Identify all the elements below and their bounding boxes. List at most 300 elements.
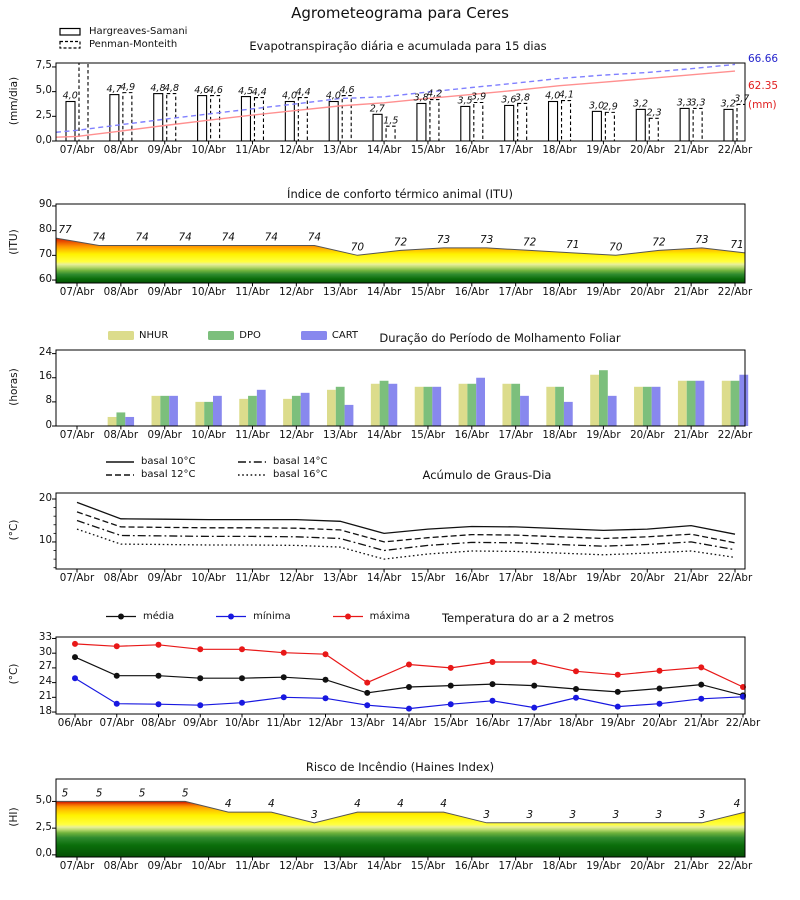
y-tick-label: 21	[38, 689, 52, 702]
chart4-y-axis-label: (°C)	[8, 519, 20, 541]
wetness-bar	[239, 399, 248, 426]
et-bar	[693, 108, 702, 141]
x-tick-label: 22/Abr	[725, 717, 761, 729]
bar-value-label: 2,9	[602, 101, 618, 113]
area-value-label: 70	[609, 241, 623, 254]
temperature-point	[239, 700, 245, 706]
temperature-point	[114, 701, 120, 707]
y-tick-label: 90	[38, 198, 52, 211]
area-value-label: 4	[440, 798, 447, 811]
chart5-legend	[104, 611, 410, 622]
temperature-point	[406, 662, 412, 668]
x-tick-label: 18/Abr	[542, 572, 577, 584]
temperature-point	[615, 704, 621, 710]
legend-item-maxima	[331, 611, 410, 622]
temperature-point	[406, 706, 412, 712]
wetness-bar	[599, 370, 608, 426]
x-tick-label: 06/Abr	[57, 717, 93, 729]
itu-plot	[50, 203, 751, 294]
y-tick-label: 0,0	[35, 847, 52, 860]
x-tick-label: 20/Abr	[630, 572, 665, 584]
temperature-point	[698, 682, 704, 688]
wetness-bar	[731, 381, 740, 426]
bar-value-label: 4,0	[325, 90, 341, 102]
bar-value-label: 4,0	[281, 90, 298, 102]
wetness-bar	[476, 378, 485, 426]
area-value-label: 73	[479, 233, 494, 246]
x-tick-label: 11/Abr	[266, 717, 301, 729]
leaf-wetness-plot	[50, 349, 751, 437]
x-tick-label: 13/Abr	[322, 429, 358, 441]
x-tick-label: 16/Abr	[475, 717, 510, 729]
solid-bar-legend-icon	[58, 26, 84, 37]
bar-value-label: 2,3	[646, 107, 662, 119]
bar-value-label: 3,2	[632, 98, 649, 110]
y-tick-label: 2,5	[35, 820, 52, 833]
x-tick-label: 19/Abr	[586, 286, 621, 298]
x-tick-label: 15/Abr	[410, 860, 446, 872]
wetness-bar	[546, 387, 555, 426]
x-tick-label: 09/Abr	[147, 429, 182, 441]
x-tick-label: 17/Abr	[498, 572, 533, 584]
wetness-bar	[415, 387, 424, 426]
chart2-title: Índice de conforto térmico animal (ITU)	[287, 187, 513, 201]
x-tick-label: 15/Abr	[410, 429, 446, 441]
temperature-point	[448, 683, 454, 689]
wetness-bar	[380, 381, 389, 426]
area-value-label: 5	[138, 787, 146, 800]
y-tick-label: 5,0	[35, 793, 52, 806]
legend-item-cart	[301, 330, 358, 341]
x-tick-label: 09/Abr	[183, 717, 218, 729]
bar-value-label: 4,5	[238, 85, 254, 97]
x-tick-label: 09/Abr	[147, 860, 182, 872]
penman-accumulated-total: 66.66	[748, 53, 779, 65]
temperature-point	[406, 684, 412, 690]
x-tick-label: 21/Abr	[673, 144, 709, 156]
chart5-y-axis-label: (°C)	[8, 663, 20, 685]
area-value-label: 74	[178, 231, 192, 244]
legend-item-minima	[214, 611, 291, 622]
x-tick-label: 07/Abr	[59, 429, 95, 441]
x-tick-label: 13/Abr	[350, 717, 385, 729]
chart3-legend	[108, 330, 358, 341]
temperature-line	[75, 678, 743, 708]
wetness-bar	[564, 402, 573, 426]
temperature-point	[448, 701, 454, 707]
degree-days-plot	[50, 492, 751, 580]
wetness-bar	[283, 399, 292, 426]
x-tick-label: 15/Abr	[410, 144, 446, 156]
area-value-label: 4	[267, 798, 275, 811]
x-tick-label: 20/Abr	[630, 286, 665, 298]
area-value-label: 5	[61, 787, 69, 800]
temperature-point	[615, 672, 621, 678]
bar-value-label: 1,5	[383, 115, 399, 127]
bar-value-label: 3,3	[690, 97, 706, 109]
dpo-swatch-icon	[208, 330, 234, 341]
x-tick-label: 08/Abr	[103, 860, 139, 872]
wetness-bar	[345, 405, 354, 426]
y-tick-label: 16	[38, 370, 52, 383]
temperature-point	[72, 654, 78, 660]
temperature-point	[364, 702, 370, 708]
wetness-bar	[459, 384, 468, 426]
x-tick-label: 14/Abr	[366, 286, 402, 298]
y-tick-label: 10	[38, 534, 52, 547]
maxima-line-legend-icon	[331, 611, 365, 622]
temperature-point	[531, 659, 537, 665]
x-tick-label: 07/Abr	[59, 286, 95, 298]
wetness-bar	[520, 396, 529, 426]
bar-value-label: 4,6	[207, 84, 223, 96]
area-value-label: 5	[181, 787, 189, 800]
y-tick-label: 0	[45, 418, 52, 431]
wetness-bar	[652, 387, 661, 426]
temperature-point	[490, 681, 496, 687]
wetness-bar	[327, 390, 336, 426]
temperature-point	[364, 680, 370, 686]
wetness-bar	[687, 381, 696, 426]
legend-label: NHUR	[139, 330, 169, 341]
chart4-legend	[104, 455, 386, 481]
et-bar	[417, 103, 426, 141]
solid-line-legend-icon	[104, 457, 136, 467]
x-tick-label: 17/Abr	[517, 717, 552, 729]
legend-item-basal16	[236, 468, 386, 481]
wetness-bar	[696, 381, 705, 426]
et-bar	[605, 112, 614, 141]
et-bar	[680, 108, 689, 141]
area-value-label: 74	[264, 231, 278, 244]
temperature-point	[448, 665, 454, 671]
x-tick-label: 11/Abr	[235, 572, 270, 584]
chart6-y-axis-label: (HI)	[8, 807, 20, 827]
x-tick-label: 08/Abr	[103, 144, 139, 156]
temperature-point	[531, 683, 537, 689]
area-value-label: 3	[526, 808, 534, 821]
temperature-point	[239, 646, 245, 652]
x-tick-label: 07/Abr	[99, 717, 134, 729]
x-tick-label: 11/Abr	[235, 860, 270, 872]
x-tick-label: 22/Abr	[717, 144, 753, 156]
chart1-title: Evapotranspiração diária e acumulada para 15 dias	[249, 39, 547, 53]
x-tick-label: 22/Abr	[717, 429, 753, 441]
haines-plot	[50, 778, 751, 868]
et-bar	[430, 100, 439, 141]
bar-value-label: 3,6	[501, 94, 517, 106]
x-tick-label: 10/Abr	[191, 144, 226, 156]
x-tick-label: 08/Abr	[103, 286, 139, 298]
legend-item-nhur	[108, 330, 168, 341]
temperature-point	[114, 673, 120, 679]
bar-value-label: 3,5	[457, 95, 473, 107]
chart5-title: Temperatura do ar a 2 metros	[441, 611, 615, 625]
area-value-label: 4	[224, 798, 232, 811]
chart6-title: Risco de Incêndio (Haines Index)	[305, 760, 495, 774]
temperature-point	[490, 659, 496, 665]
et-bar	[518, 103, 527, 141]
wetness-bar	[116, 412, 125, 426]
x-tick-label: 18/Abr	[542, 286, 577, 298]
temperature-point	[156, 673, 162, 679]
area-value-label: 73	[436, 233, 451, 246]
bar-value-label: 4,4	[295, 86, 311, 98]
area-value-label: 73	[695, 233, 709, 246]
x-tick-label: 08/Abr	[103, 572, 139, 584]
nhur-swatch-icon	[108, 330, 134, 341]
area-value-label: 70	[350, 241, 365, 254]
x-tick-label: 20/Abr	[630, 144, 665, 156]
x-tick-label: 10/Abr	[224, 717, 260, 729]
x-tick-label: 14/Abr	[366, 429, 402, 441]
et-bar	[298, 98, 307, 141]
x-tick-label: 19/Abr	[586, 144, 621, 156]
dashdot-line-legend-icon	[236, 457, 268, 467]
bar-value-label: 4,9	[120, 81, 136, 93]
x-tick-label: 11/Abr	[235, 429, 270, 441]
temperature-point	[364, 690, 370, 696]
x-tick-label: 19/Abr	[586, 429, 621, 441]
legend-item-basal12	[104, 468, 236, 481]
wetness-bar	[608, 396, 617, 426]
x-tick-label: 14/Abr	[391, 717, 427, 729]
x-tick-label: 10/Abr	[191, 429, 226, 441]
legend-label: média	[143, 611, 175, 622]
x-tick-label: 14/Abr	[366, 860, 402, 872]
wetness-bar	[467, 384, 476, 426]
wetness-bar	[678, 381, 687, 426]
legend-label: basal 14°C	[273, 456, 328, 467]
temperature-point	[323, 651, 329, 657]
x-tick-label: 14/Abr	[366, 572, 402, 584]
x-tick-label: 21/Abr	[673, 572, 709, 584]
hargreaves-accumulated-total: 62.35	[748, 80, 779, 92]
bar-value-label: 3,3	[676, 97, 692, 109]
temperature-point	[615, 689, 621, 695]
x-tick-label: 07/Abr	[59, 860, 95, 872]
et-bar	[474, 102, 483, 141]
y-tick-label: 80	[38, 223, 52, 236]
dashed-bar-legend-icon	[58, 39, 84, 50]
legend-label: basal 16°C	[273, 469, 328, 480]
temperature-point	[281, 650, 287, 656]
et-bar	[549, 102, 558, 141]
y-tick-label: 7,5	[35, 59, 52, 72]
et-bar	[636, 109, 645, 141]
x-tick-label: 16/Abr	[454, 286, 489, 298]
bar-value-label: 3,8	[413, 92, 429, 104]
area-value-label: 3	[655, 808, 663, 821]
wetness-bar	[125, 417, 134, 426]
legend-item-basal14	[236, 455, 386, 468]
legend-item-penman	[58, 38, 187, 51]
area-value-label: 72	[523, 236, 537, 249]
dashed-line-legend-icon	[104, 470, 136, 480]
et-bar	[649, 118, 658, 141]
wetness-bar	[169, 396, 178, 426]
et-bar	[241, 97, 250, 141]
bar-value-label: 4,6	[339, 84, 355, 96]
x-tick-label: 18/Abr	[542, 860, 577, 872]
wetness-bar	[388, 384, 397, 426]
y-tick-label: 5,0	[35, 84, 52, 97]
evapotranspiration-plot	[50, 62, 751, 152]
x-tick-label: 17/Abr	[498, 286, 533, 298]
degree-day-line	[77, 521, 735, 551]
wetness-bar	[152, 396, 161, 426]
bar-value-label: 3,0	[589, 100, 605, 112]
x-tick-label: 10/Abr	[191, 286, 226, 298]
temperature-point	[281, 694, 287, 700]
wetness-bar	[739, 375, 748, 426]
bar-value-label: 4,8	[150, 82, 166, 94]
temperature-point	[114, 643, 120, 649]
x-tick-label: 08/Abr	[141, 717, 176, 729]
et-bar	[285, 102, 294, 141]
et-bar	[198, 96, 207, 141]
page-title: Agrometeograma para Ceres	[291, 4, 509, 22]
area-value-label: 3	[569, 808, 577, 821]
x-tick-label: 16/Abr	[454, 860, 489, 872]
wetness-bar	[634, 387, 643, 426]
media-line-legend-icon	[104, 611, 138, 622]
wetness-bar	[643, 387, 652, 426]
legend-label: basal 10°C	[141, 456, 196, 467]
area-value-label: 71	[566, 238, 580, 251]
bar-value-label: 3,2	[720, 98, 736, 110]
temperature-point	[197, 702, 203, 708]
bar-value-label: 3,8	[514, 92, 531, 104]
wetness-bar	[301, 393, 310, 426]
area-value-label: 4	[397, 798, 404, 811]
et-bar	[66, 102, 75, 141]
x-tick-label: 09/Abr	[147, 286, 182, 298]
wetness-bar	[511, 384, 520, 426]
x-tick-label: 22/Abr	[717, 286, 753, 298]
legend-item-media	[104, 611, 174, 622]
bar-value-label: 4,6	[194, 84, 210, 96]
y-tick-label: 8	[45, 394, 52, 407]
x-tick-label: 15/Abr	[410, 286, 446, 298]
cart-swatch-icon	[301, 330, 327, 341]
right-axis-unit-label: (mm)	[748, 99, 777, 111]
temperature-point	[657, 686, 663, 692]
x-tick-label: 17/Abr	[498, 144, 533, 156]
area-value-label: 72	[652, 236, 666, 249]
y-tick-label: 70	[38, 247, 52, 260]
x-tick-label: 11/Abr	[235, 286, 270, 298]
x-tick-label: 09/Abr	[147, 144, 182, 156]
x-tick-label: 20/Abr	[642, 717, 677, 729]
et-bar	[562, 101, 571, 141]
et-bar	[110, 95, 119, 141]
temperature-point	[531, 705, 537, 711]
et-bar	[373, 114, 382, 141]
x-tick-label: 12/Abr	[279, 860, 314, 872]
wetness-bar	[336, 387, 345, 426]
y-tick-label: 20	[38, 491, 52, 504]
area-value-label: 74	[92, 231, 106, 244]
area-value-label: 3	[311, 808, 318, 821]
x-tick-label: 14/Abr	[366, 144, 402, 156]
bar-value-label: 3,9	[471, 91, 487, 103]
legend-label: Hargreaves-Samani	[89, 26, 188, 37]
temperature-point	[156, 701, 162, 707]
chart3-y-axis-label: (horas)	[8, 368, 20, 406]
x-tick-label: 21/Abr	[673, 429, 709, 441]
temperature-point	[573, 686, 579, 692]
temperature-point	[698, 664, 704, 670]
bar-value-label: 4,7	[106, 83, 122, 95]
chart1-y-axis-label: (mm/dia)	[8, 76, 20, 126]
bar-value-label: 4,0	[62, 90, 78, 102]
bar-value-label: 4,2	[427, 88, 443, 100]
temperature-point	[197, 675, 203, 681]
wetness-bar	[590, 375, 599, 426]
temperature-point	[323, 677, 329, 683]
chart1-legend	[58, 25, 187, 51]
legend-item-basal10	[104, 455, 236, 468]
x-tick-label: 20/Abr	[630, 860, 665, 872]
temperature-point	[698, 696, 704, 702]
x-tick-label: 19/Abr	[586, 572, 621, 584]
legend-label: Penman-Monteith	[89, 39, 178, 50]
x-tick-label: 07/Abr	[59, 572, 95, 584]
temperature-point	[657, 701, 663, 707]
y-tick-label: 30	[38, 645, 52, 658]
et-bar	[461, 106, 470, 141]
x-tick-label: 16/Abr	[454, 144, 489, 156]
y-tick-label: 18	[38, 704, 52, 717]
area-value-label: 4	[733, 798, 741, 811]
area-value-label: 3	[612, 808, 620, 821]
area-value-label: 74	[221, 231, 235, 244]
legend-item-dpo	[208, 330, 261, 341]
bar-value-label: 4,0	[545, 90, 561, 102]
x-tick-label: 17/Abr	[498, 860, 533, 872]
x-tick-label: 15/Abr	[433, 717, 468, 729]
et-bar	[154, 94, 163, 141]
bar-value-label: 4,4	[251, 86, 267, 98]
area-value-label: 77	[58, 224, 72, 237]
wetness-bar	[257, 390, 266, 426]
area-value-label: 5	[95, 787, 103, 800]
y-tick-label: 60	[38, 272, 52, 285]
bar-value-label: 4,1	[558, 89, 574, 101]
x-tick-label: 18/Abr	[542, 429, 577, 441]
y-tick-label: 2,5	[35, 108, 52, 121]
legend-label: basal 12°C	[141, 469, 196, 480]
x-tick-label: 15/Abr	[410, 572, 446, 584]
et-bar	[167, 94, 176, 141]
legend-label: mínima	[253, 611, 291, 622]
x-tick-label: 11/Abr	[235, 144, 270, 156]
degree-day-line	[77, 502, 735, 534]
minima-line-legend-icon	[214, 611, 248, 622]
x-tick-label: 12/Abr	[279, 572, 314, 584]
y-tick-label: 33	[38, 630, 52, 643]
wetness-bar	[424, 387, 433, 426]
temperature-point	[197, 646, 203, 652]
temperature-point	[573, 668, 579, 674]
temperature-point	[72, 675, 78, 681]
legend-label: máxima	[369, 611, 411, 622]
temperature-point	[156, 642, 162, 648]
et-bar	[123, 93, 132, 141]
x-tick-label: 21/Abr	[673, 860, 709, 872]
et-bar	[211, 96, 220, 141]
